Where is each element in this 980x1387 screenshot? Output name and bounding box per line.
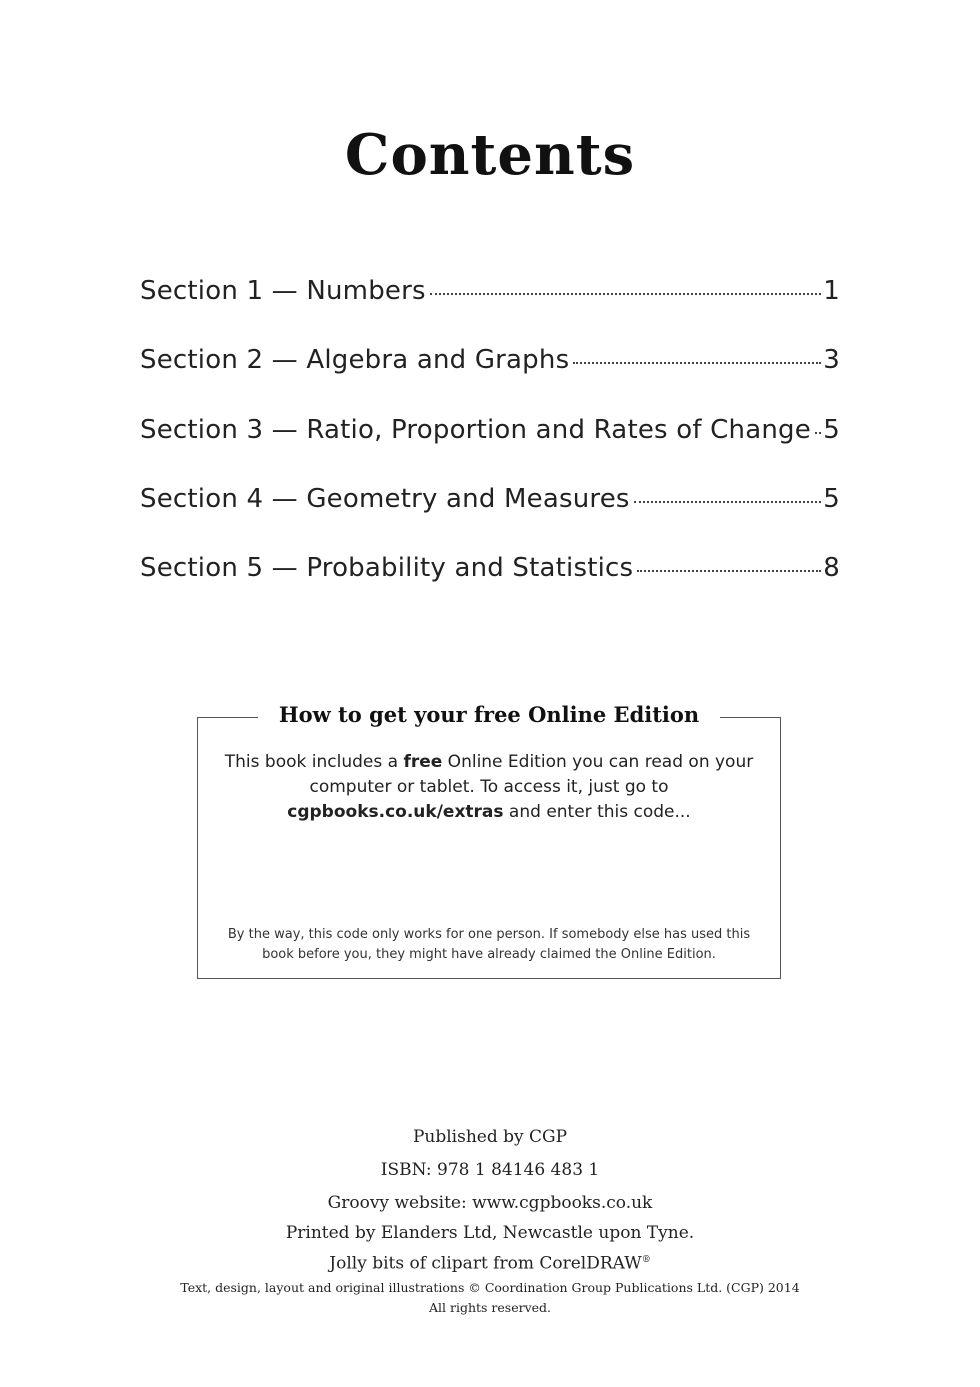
page-title: Contents bbox=[344, 122, 636, 188]
toc-entry-section-5[interactable] bbox=[140, 553, 840, 622]
online-edition-box bbox=[197, 702, 781, 979]
registered-mark: ® bbox=[641, 1255, 651, 1265]
toc-entry-label: Section 5 — Probability and Statistics bbox=[140, 553, 634, 584]
dot-leader bbox=[634, 501, 822, 503]
instructions-text-2: Online Edition you can read on your computer or tablet. To access it, just go to bbox=[309, 752, 754, 797]
dot-leader bbox=[637, 570, 821, 572]
toc-entry-label: Section 4 — Geometry and Measures bbox=[140, 483, 630, 514]
dot-leader bbox=[573, 362, 821, 364]
toc-entry-label: Section 2 — Algebra and Graphs bbox=[140, 345, 570, 376]
online-edition-note: By the way, this code only works for one person. If somebody else has used this book before you, they might have already claimed the Online Edition. bbox=[227, 927, 751, 962]
instructions-text-3: and enter this code... bbox=[503, 802, 691, 822]
free-emphasis: free bbox=[403, 752, 443, 772]
online-edition-title: How to get your free Online Edition bbox=[258, 702, 720, 727]
toc-entry-page-number: 3 bbox=[823, 345, 840, 376]
dot-leader bbox=[430, 293, 822, 295]
toc-entry-page-number: 5 bbox=[823, 483, 840, 514]
toc-entry-section-3[interactable] bbox=[140, 415, 840, 484]
clipart-text: Jolly bits of clipart from CorelDRAW bbox=[329, 1253, 642, 1274]
online-edition-instructions bbox=[218, 750, 760, 825]
copyright-line: Text, design, layout and original illustrations © Coordination Group Publications Ltd. (CGP) 2014 bbox=[180, 1279, 800, 1295]
imprint bbox=[0, 1121, 980, 1318]
dot-leader bbox=[815, 432, 821, 434]
table-of-contents bbox=[140, 276, 840, 622]
toc-entry-section-1[interactable] bbox=[140, 276, 840, 345]
toc-entry-section-4[interactable] bbox=[140, 484, 840, 553]
toc-entry-page-number: 8 bbox=[823, 553, 840, 584]
toc-entry-label: Section 3 — Ratio, Proportion and Rates of Change bbox=[140, 414, 811, 445]
printer-line: Printed by Elanders Ltd, Newcastle upon Tyne. bbox=[285, 1223, 695, 1243]
website-line: Groovy website: www.cgpbooks.co.uk bbox=[327, 1193, 653, 1213]
rights-line: All rights reserved. bbox=[428, 1299, 552, 1315]
toc-entry-label: Section 1 — Numbers bbox=[140, 276, 426, 306]
toc-entry-section-2[interactable] bbox=[140, 345, 840, 414]
extras-url: cgpbooks.co.uk/extras bbox=[287, 802, 504, 822]
publisher-line: Published by CGP bbox=[412, 1127, 568, 1147]
isbn-line: ISBN: 978 1 84146 483 1 bbox=[380, 1160, 600, 1180]
instructions-text-1: This book includes a bbox=[224, 752, 404, 772]
toc-entry-page-number: 5 bbox=[823, 414, 840, 445]
toc-entry-page-number: 1 bbox=[823, 276, 840, 306]
clipart-line bbox=[0, 1247, 980, 1278]
